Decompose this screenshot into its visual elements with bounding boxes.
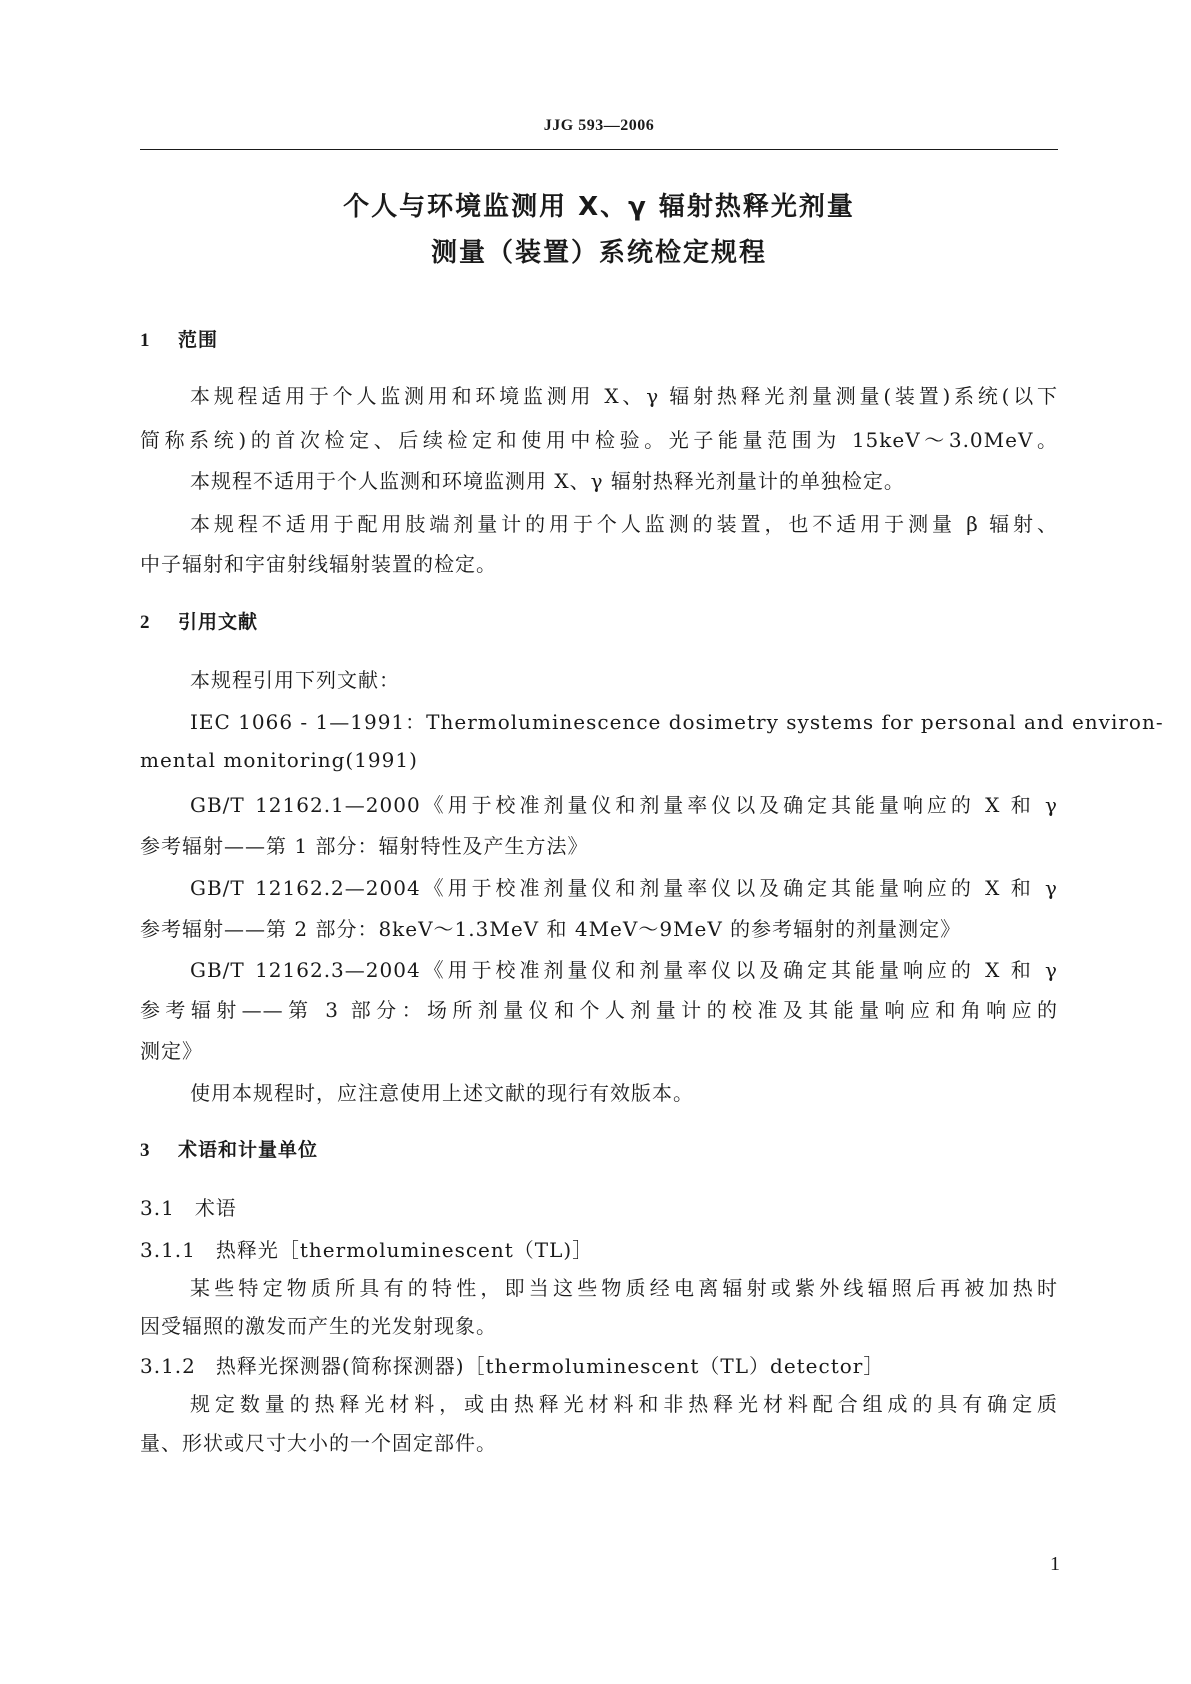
term-3-1-1-heading (140, 1234, 593, 1263)
paragraph-line: 本规程适用于个人监测用和环境监测用 X、γ 辐射热释光剂量测量(装置)系统(以下 (190, 384, 1058, 408)
definition-line: 量、形状或尺寸大小的一个固定部件。 (140, 1431, 497, 1455)
document-title-line-1: 个人与环境监测用 X、γ 辐射热释光剂量 (343, 192, 855, 222)
paragraph-line: 本规程引用下列文献： (190, 668, 400, 692)
term-title: 热释光探测器(简称探测器)［thermoluminescent（TL）detector］ (215, 1354, 885, 1378)
paragraph-line: 中子辐射和宇宙射线辐射装置的检定。 (140, 552, 497, 576)
reference-line: 参考辐射——第 3 部分：场所剂量仪和个人剂量计的校准及其能量响应和角响应的 (140, 998, 1058, 1022)
definition-line: 因受辐照的激发而产生的光发射现象。 (140, 1314, 497, 1338)
section-title: 引用文献 (178, 611, 259, 633)
term-title: 热释光［thermoluminescent（TL)］ (215, 1238, 594, 1262)
section-1-heading (140, 325, 218, 352)
subsection-number: 3.1 (140, 1196, 175, 1220)
section-number: 2 (140, 612, 151, 633)
reference-line: 参考辐射——第 1 部分：辐射特性及产生方法》 (140, 834, 589, 858)
paragraph-line: 本规程不适用于配用肢端剂量计的用于个人监测的装置，也不适用于测量 β 辐射、 (190, 512, 1058, 536)
reference-line: 参考辐射——第 2 部分：8keV～1.3MeV 和 4MeV～9MeV 的参考辐射的剂量测定》 (140, 917, 962, 941)
reference-line: GB/T 12162.3—2004《用于校准剂量仪和剂量率仪以及确定其能量响应的 X 和 γ (190, 958, 1058, 982)
section-3-heading (140, 1135, 318, 1162)
term-number: 3.1.1 (140, 1238, 196, 1262)
reference-line: GB/T 12162.2—2004《用于校准剂量仪和剂量率仪以及确定其能量响应的 X 和 γ (190, 876, 1058, 900)
header-rule (140, 149, 1058, 150)
section-number: 3 (140, 1140, 151, 1161)
reference-line: IEC 1066 - 1—1991：Thermoluminescence dosimetry systems for personal and environ- (190, 710, 1164, 734)
section-number: 1 (140, 330, 151, 351)
section-2-heading (140, 607, 258, 634)
subsection-3-1-heading (140, 1192, 237, 1221)
page-number: 1 (1050, 1553, 1060, 1575)
subsection-title: 术语 (194, 1196, 237, 1220)
definition-line: 规定数量的热释光材料，或由热释光材料和非热释光材料配合组成的具有确定质 (190, 1392, 1058, 1416)
reference-line: 测定》 (140, 1039, 203, 1063)
reference-line: mental monitoring(1991) (140, 748, 418, 772)
document-title-line-2: 测量（装置）系统检定规程 (430, 238, 767, 268)
section-title: 范围 (178, 329, 219, 351)
term-3-1-2-heading (140, 1350, 884, 1379)
paragraph-line: 本规程不适用于个人监测和环境监测用 X、γ 辐射热释光剂量计的单独检定。 (190, 469, 905, 493)
definition-line: 某些特定物质所具有的特性，即当这些物质经电离辐射或紫外线辐照后再被加热时 (190, 1276, 1058, 1300)
running-header: JJG 593—2006 (543, 117, 655, 134)
paragraph-line: 简称系统)的首次检定、后续检定和使用中检验。光子能量范围为 15keV～3.0MeV。 (140, 428, 1058, 452)
reference-line: GB/T 12162.1—2000《用于校准剂量仪和剂量率仪以及确定其能量响应的 X 和 γ (190, 793, 1058, 817)
term-number: 3.1.2 (140, 1354, 196, 1378)
paragraph-line: 使用本规程时，应注意使用上述文献的现行有效版本。 (190, 1081, 694, 1105)
section-title: 术语和计量单位 (178, 1139, 319, 1161)
